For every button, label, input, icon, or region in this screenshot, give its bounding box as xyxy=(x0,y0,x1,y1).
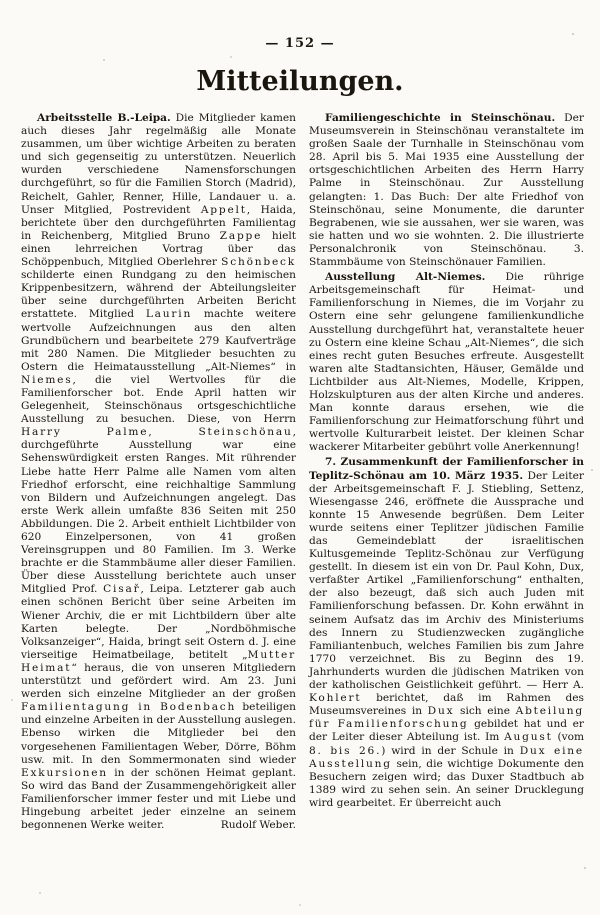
article-heading: Familiengeschichte in Steinschönau. xyxy=(325,112,556,124)
text-run: machte weitere wertvolle Aufzeichnungen aus den alten Grundbüchern und bearbeitete 279 Kaufverträge mit 280 Namen. Die Mitglieder besuchten zu Ostern die Heimatausstellung „Alt-Niemes“ in xyxy=(21,308,297,373)
text-run: sich eine xyxy=(454,705,516,718)
author-signature: Rudolf Weber. xyxy=(220,819,296,832)
text-run: 8. bis 26. xyxy=(309,744,382,757)
text-run: August xyxy=(504,731,553,744)
article-heading: Ausstellung Alt-Niemes. xyxy=(325,271,486,284)
text-run: Kohlert xyxy=(309,692,362,705)
text-run: Appelt xyxy=(200,203,247,216)
text-run: (vom xyxy=(552,731,584,744)
text-run: hielt einen lehrreichen Vortrag über das Schöppenbuch, Mitglied Oberlehrer xyxy=(21,229,296,269)
text-run: Exkursionen xyxy=(21,766,108,779)
text-run: Der Leiter der Arbeitsgemeinschaft F. J. Stiebling, Settenz, Wiesengasse 246, eröffnete die Aussprache und konnte 15 Anwesende begrüßen. Dem Leiter wurde seitens einer Teplitzer jüdischen Familie das Gemeindeblatt der israelitischen Kultusgemeinde Teplitz-Schönau zur Verfügung gestellt. In diesem ist ein von Dr. Paul Kohn, Dux, verfaßter Artikel „Familienforschung“ enthalten, der also bezeugt, daß sich auch Juden mit Familienforschung befassen. Dr. Kohn erwähnt in seinem Aufsatz das im Archiv des Ministeriums des Innern zu Studienzwecken zugängliche Familiantenbuch, welches Familien bis zum Jahre 1770 verzeichnet. Bis zu Beginn des 19. Jahrhunderts wurden die jüdischen Matriken von der katholischen Geistlichkeit geführt. — Herr A. xyxy=(309,469,584,692)
text-run: Familientagung in Bodenbach xyxy=(21,701,237,714)
text-run: Der Museumsverein in Steinschönau veranstaltete im großen Saale der Turnhalle in Steinschönau vom 28. April bis 5. Mai 1935 eine Ausstellung der ortsgeschichtlichen Arbeiten des Herrn Harry Palme in Steinschönau. Zur Ausstellung gelangten: 1. Das Buch: Der alte Friedhof von Steinschönau, seine Monumente, die darunter Begrabenen, wie sie aussahen, wer sie waren, was sie hatten und wo sie wohnten. 2. Die illustrierte Personalchronik von Steinschönau. 3. Stammbäume von Steinschönauer Familien. xyxy=(309,112,584,269)
text-run: Niemes xyxy=(21,373,73,386)
text-run: Abteilung für Familienforschung xyxy=(309,705,584,731)
page-number: — 152 — xyxy=(265,36,335,51)
text-run: in der schönen Heimat geplant. So wird das Band der Zusammengehörigkeit aller Familienforscher immer fester und mit Liebe und Hingebung arbeitet jeder einzelne an seinem begonnenen Werke weiter. xyxy=(21,766,296,832)
text-run: ) wird in der Schule in xyxy=(381,744,520,757)
text-run: Die Mitglieder kamen auch dieses Jahr regelmäßig alle Monate zusammen, um über wichtige Arbeiten zu beraten und sich gegenseitig zu unterstützen. Neuerlich wurden verschiedene Namensforschungen durchgeführt, so für die Familien Storch (Madrid), Reichelt, Gahler, Renner, Hille, Landauer u. a. Unser Mitglied, Postrevident xyxy=(21,112,296,216)
text-run: berichtet, daß im Rahmen des Museumsvereines in xyxy=(309,692,584,718)
text-run: Cisař xyxy=(103,583,141,596)
text-run: schilderte einen Rundgang zu den heimischen Krippenbesitzern, während der Abteilungsleiter über seine durchgeführten Arbeiten Bericht erstattete. Mitglied xyxy=(21,269,296,321)
article-heading: Arbeitsstelle B.-Leipa. xyxy=(37,112,171,124)
text-run: Harry Palme, Steinschönau xyxy=(21,426,293,439)
text-run: Schönbeck xyxy=(221,256,296,269)
text-run: Laurin xyxy=(145,308,193,321)
text-run: “ heraus, die von unseren Mitgliedern unterstützt und gefördert wird. Am 23. Juni werden sich einzelne Mitglieder an der großen xyxy=(21,661,296,701)
text-run: sein, die wichtige Dokumente den Besuchern zeigen wird; das Duxer Stadtbuch ab 1389 wird zu sehen sein. An seiner Drucklegung wird gearbeitet. Er überreicht auch xyxy=(309,757,584,809)
text-run: Dux xyxy=(427,705,455,718)
text-run: , Leipa. Letzterer gab auch einen schönen Bericht über seine Arbeiten im Wiener Archiv, die er mit Lichtbildern über alte Karten belegte. Der „Nordböhmische Volksanzeiger“, Haida, bringt seit Ostern d. J. eine vierseitige Heimatbeilage, betitelt „ xyxy=(21,583,296,661)
page-title: Mitteilungen. xyxy=(196,66,404,97)
text-run: Mutter Heimat xyxy=(21,648,296,674)
article-heading: 7. Zusammenkunft der Familienforscher in Teplitz-Schönau am 10. März 1935. xyxy=(309,456,584,482)
paragraph xyxy=(309,271,584,454)
text-run: gebildet hat und er der Leiter dieser Abteilung ist. Im xyxy=(309,718,584,744)
text-run: Die rührige Arbeitsgemeinschaft für Heimat- und Familienforschung in Niemes, die im Vorjahr zu Ostern eine sehr gelungene familienkundliche Ausstellung durchgeführt hat, veranstaltete heuer zu Ostern eine kleine Schau „Alt-Niemes“, die sich eines recht guten Besuches erfreute. Ausgestellt waren alte Stadtansichten, Häuser, Gemälde und Lichtbilder aus Alt-Niemes, Modelle, Krippen, Holzskulpturen aus der alten Kirche und anderes. Man konnte daraus ersehen, wie die Familienforschung zur Heimatforschung führt und wertvolle Kulturarbeit leistet. Der kleinen Schar wackerer Mitarbeiter gebührt volle Anerkennung! xyxy=(309,271,584,454)
text-run: Dux eine Ausstellung xyxy=(309,744,584,770)
left-column xyxy=(21,112,296,832)
text-columns xyxy=(0,108,600,832)
right-column xyxy=(309,112,584,832)
text-run: , Haida, berichtete über den durchgeführten Familientag in Reichenberg, Mitglied Bruno xyxy=(21,203,296,242)
paragraph xyxy=(309,456,584,810)
text-run: , durchgeführte Ausstellung war eine Sehenswürdigkeit ersten Ranges. Mit rührender Liebe hatte Herr Palme alle Namen vom alten Friedhof erforscht, eine reichhaltige Sammlung von Bildern und Aufzeichnungen angelegt. Das erste Werk allein umfaßte 836 Seiten mit 250 Abbildungen. Die 2. Arbeit enthielt Lichtbilder von 620 Einzelpersonen, von 41 großen Vereinsgruppen und 80 Familien. Im 3. Werke brachte er die Stammbäume aller dieser Familien. Über diese Ausstellung berichtete auch unser Mitglied Prof. xyxy=(21,426,296,596)
text-run: , die viel Wertvolles für die Familienforscher bot. Ende April hatten wir Gelegenheit, Steinschönaus ortsgeschichtliche Ausstellung zu besuchen. Diese, von Herrn xyxy=(21,373,296,426)
paragraph xyxy=(21,112,296,832)
paragraph xyxy=(309,112,584,269)
text-run: beteiligen und einzelne Arbeiten in der Ausstellung auslegen. Ebenso wirken die Mitglieder bei den vorgesehenen Familientagen Weber, Dörre, Böhm usw. mit. In den Sommermonaten sind wieder xyxy=(21,701,297,766)
text-run: Zappe xyxy=(219,229,263,242)
